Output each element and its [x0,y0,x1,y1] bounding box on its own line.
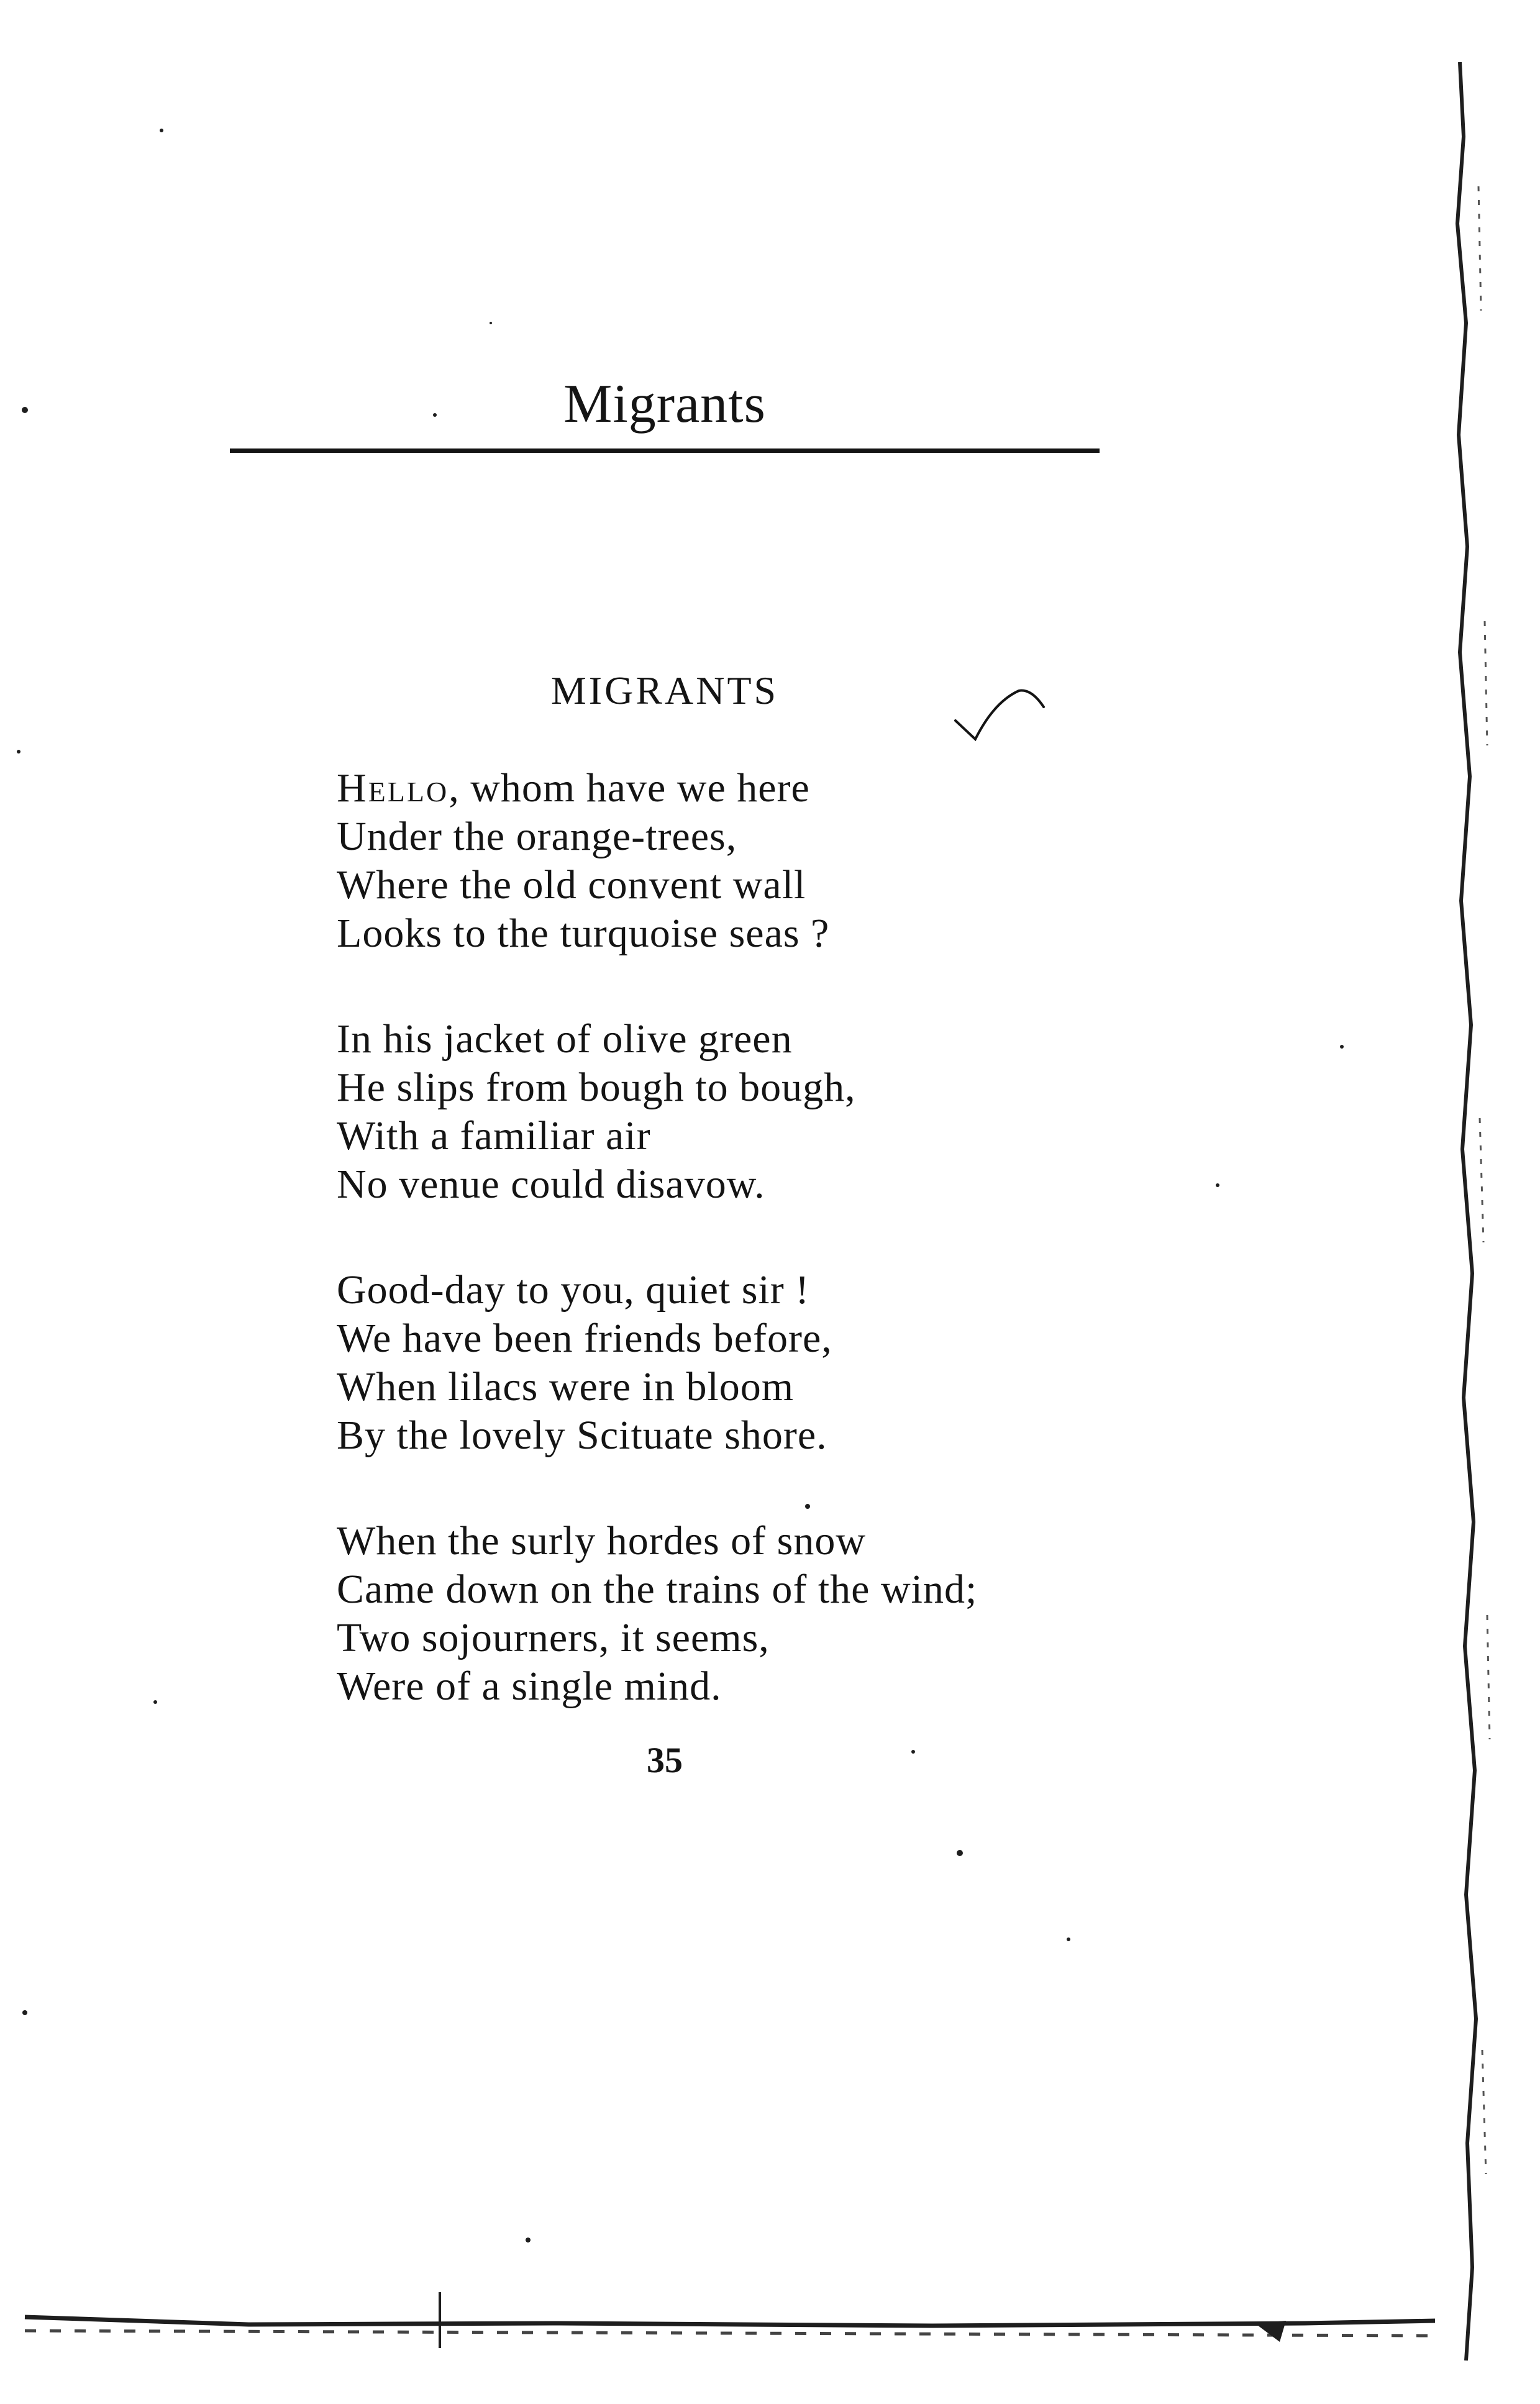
poem-line: When the surly hordes of snow [337,1518,867,1564]
running-head: Migrants [563,374,766,434]
poem-line: Under the orange-trees, [337,814,737,859]
poem-line: By the lovely Scituate shore. [337,1413,827,1458]
first-word: Hello [337,765,449,811]
poem-line: Came down on the trains of the wind; [337,1567,978,1612]
poem-line: No venue could disavow. [337,1162,765,1207]
poem-line: Where the old convent wall [337,862,806,908]
poem-line: Good-day to you, quiet sir ! [337,1267,810,1313]
poem-line: When lilacs were in bloom [337,1364,795,1409]
poem-line: Two sojourners, it seems, [337,1615,770,1660]
page-number: 35 [647,1740,683,1780]
poem-title: MIGRANTS [550,668,779,713]
poem-line: We have been friends before, [337,1316,832,1361]
poem-line: Hello, whom have we here [337,765,810,811]
poem-line: In his jacket of olive green [337,1016,793,1062]
poem-line: With a familiar air [337,1113,651,1159]
poem-line: He slips from bough to bough, [337,1065,856,1110]
poem-line: Looks to the turquoise seas ? [337,911,830,956]
poem-line: Were of a single mind. [337,1664,722,1709]
